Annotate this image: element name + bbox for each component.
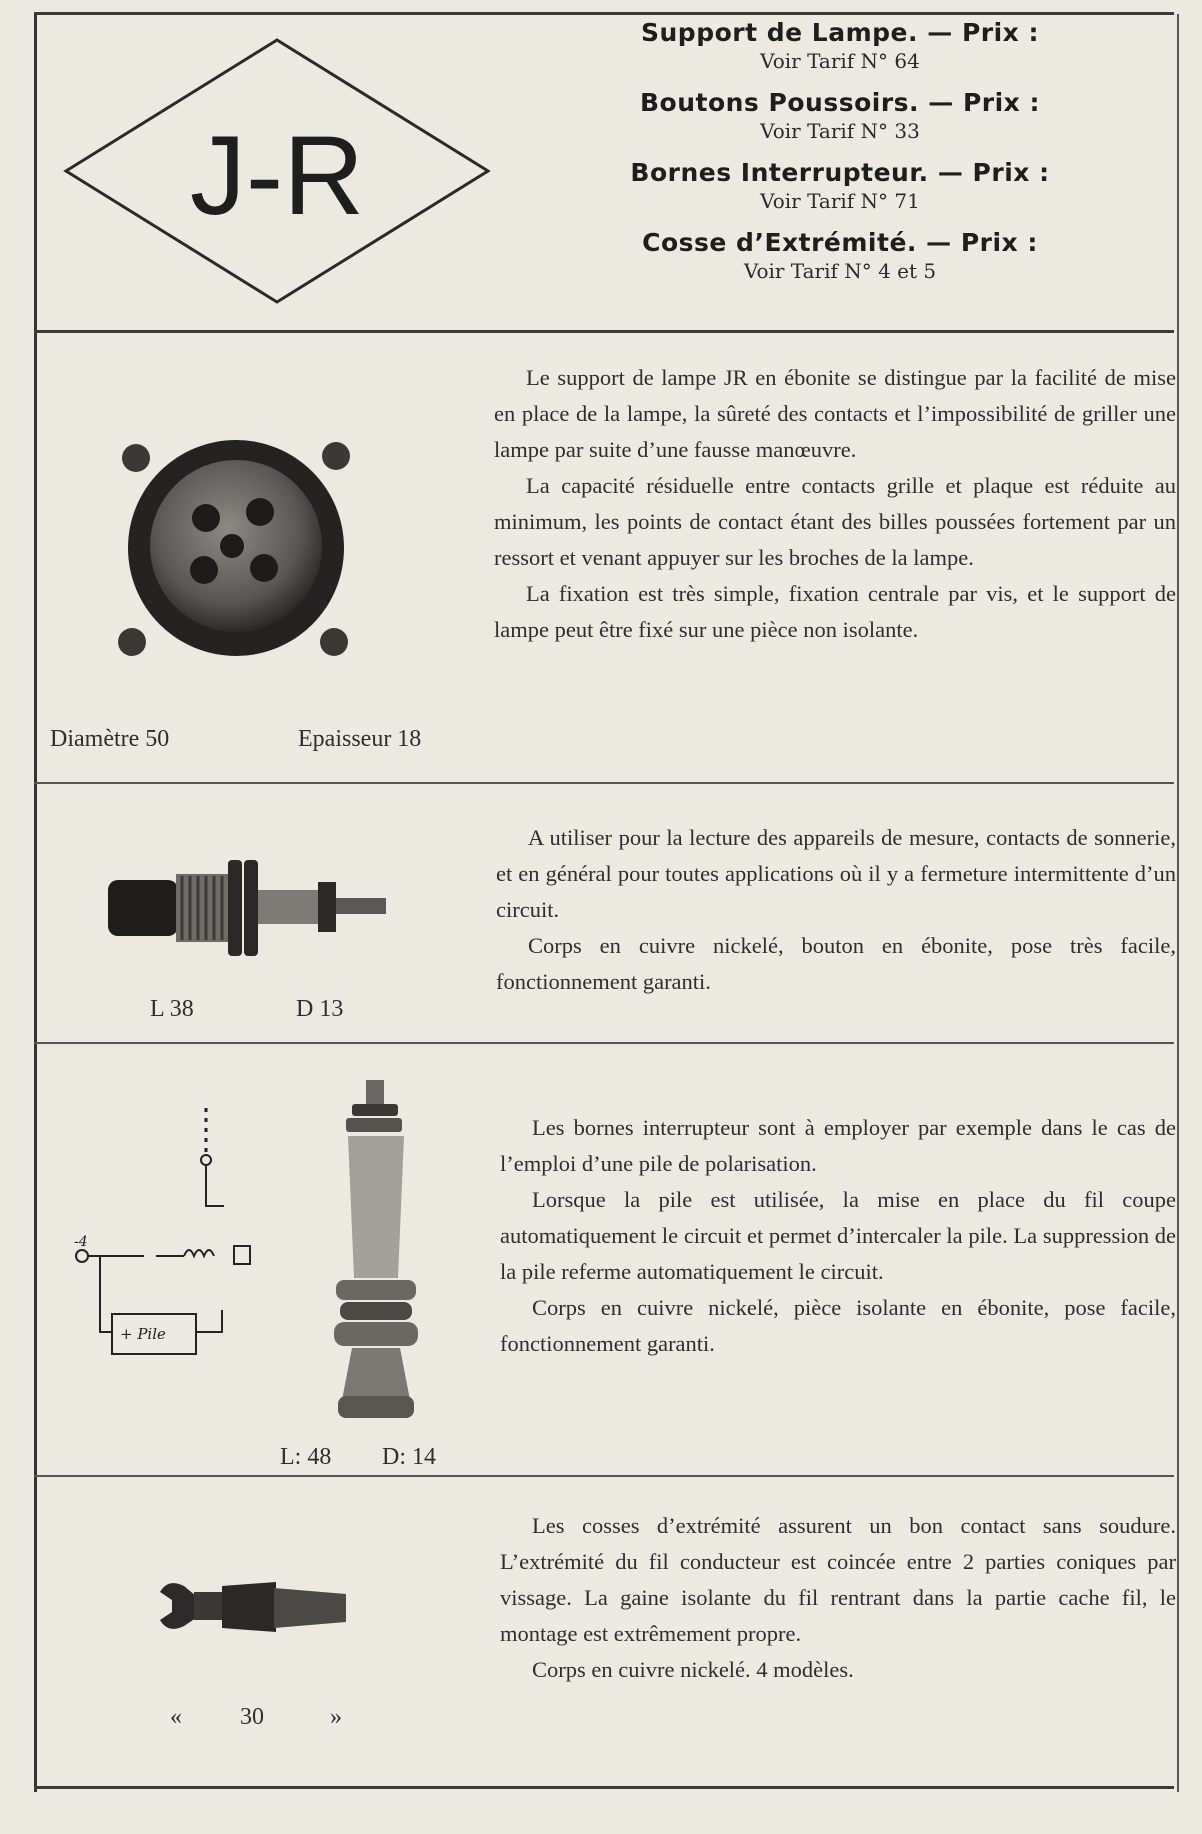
bottom-rule [34,1786,1174,1789]
divider-4 [34,1475,1174,1477]
divider-1 [34,330,1174,333]
prix-label: Prix : [962,88,1041,117]
price-item: Boutons Poussoirs. — Prix : Voir Tarif N° 33 [560,88,1120,144]
tarif-ref: Voir Tarif N° 33 [760,119,920,143]
minus-label: -4 [74,1234,88,1250]
product-name: Support de Lampe. [641,18,919,47]
jr-logo [62,36,492,306]
lamp-description: Le support de lampe JR en ébonite se distingue par la facilité de mise en place de la lampe, la sûreté des contacts et l’impossibilité de griller une lampe par suite d’une fausse manœuvre. La capacité résiduelle entre contacts grille et plaque est réduite au minimum, les points de contact étant des billes poussées fortement par un ressort et venant appuyer sur les broches de la lampe. La fixation est très simple, fixation centrale par vis, et le support de lampe peut être fixé sur une pièce non isolante. [494,365,1176,642]
pile-label: + Pile [120,1325,166,1343]
prix-label: Prix : [972,158,1050,187]
circuit-diagram [64,1100,264,1360]
price-item: Support de Lampe. — Prix : Voir Tarif N° 64 [560,18,1120,74]
logo-text: J-R [189,113,365,238]
prix-label: Prix : [960,228,1038,257]
lamp-thickness: Epaisseur 18 [298,726,422,752]
lug-description: Les cosses d’extrémité assurent un bon contact sans soudure. L’extrémité du fil conducteur est coincée entre 2 parties coniques par vissage. La gaine isolante du fil rentrant dans la partie cache fil, le montage est extrêmement propre. Corps en cuivre nickelé. 4 modèles. [500,1513,1176,1682]
top-rule [34,12,1174,15]
terminal-description: Les bornes interrupteur sont à employer par exemple dans le cas de l’emploi d’une pile de polarisation. Lorsque la pile est utilisée, la mise en place du fil coupe automatiquement le circuit et permet d’intercaler la pile. La suppression de la pile referme automatiquement le circuit. Corps en cuivre nickelé, pièce isolante en ébonite, pose facile, fonctionnement garanti. [500,1115,1176,1356]
terminal-photo [316,1070,436,1430]
divider-3 [34,1042,1174,1044]
tarif-ref: Voir Tarif N° 64 [760,49,920,73]
button-diameter: D 13 [296,996,344,1022]
price-item: Bornes Interrupteur. — Prix : Voir Tarif N° 71 [560,158,1120,214]
lamp-holder-photo [108,428,368,668]
button-description: A utiliser pour la lecture des appareils de mesure, contacts de sonnerie, et en général pour toutes applications où il y a fermeture intermittente d’un circuit. Corps en cuivre nickelé, bouton en ébonite, pose très facile, fonctionnement garanti. [496,825,1176,994]
button-length: L 38 [150,996,194,1022]
tarif-ref: Voir Tarif N° 71 [760,189,920,213]
lamp-diameter: Diamètre 50 [50,726,170,752]
product-name: Boutons Poussoirs. [639,88,920,117]
terminal-diameter: D: 14 [382,1444,436,1470]
lug-caption-value: 30 [240,1704,264,1730]
push-button-photo [106,852,396,962]
prix-label: Prix : [961,18,1039,47]
lug-caption-open: « [170,1704,182,1730]
product-name: Cosse d’Extrémité. [642,228,917,257]
product-name: Bornes Interrupteur. [630,158,929,187]
terminal-length: L: 48 [280,1444,332,1470]
price-item: Cosse d’Extrémité. — Prix : Voir Tarif N° 4 et 5 [560,228,1120,284]
cable-lug-photo [156,1570,356,1650]
divider-2 [34,782,1174,784]
price-list [560,18,1120,298]
lug-caption-close: » [330,1704,342,1730]
tarif-ref: Voir Tarif N° 4 et 5 [743,259,937,283]
